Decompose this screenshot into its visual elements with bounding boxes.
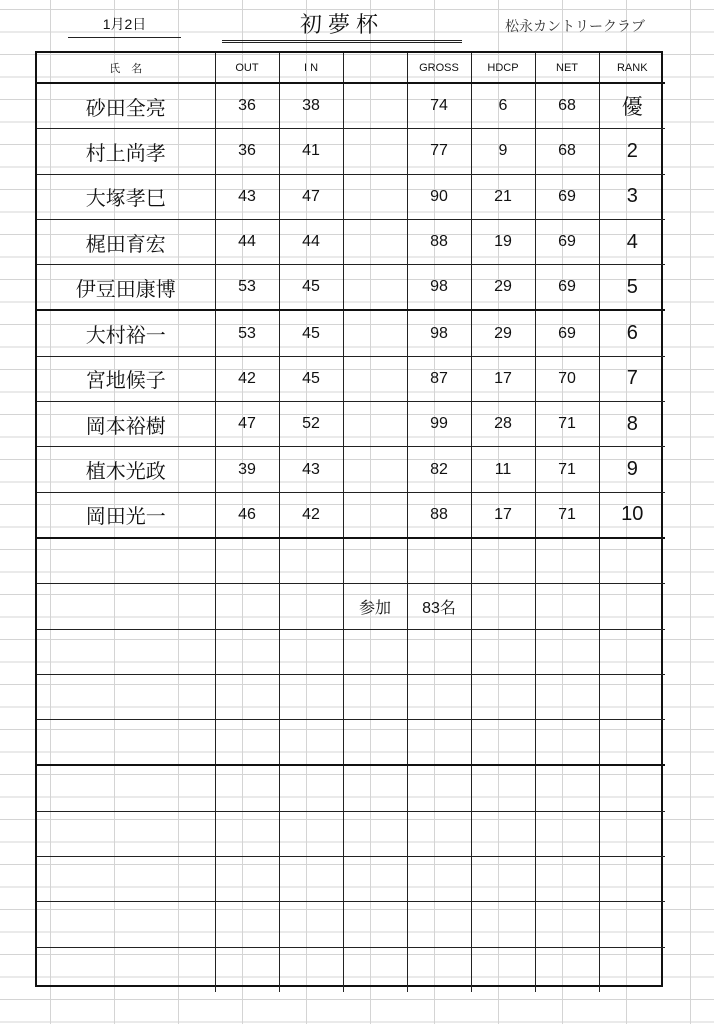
in-score: 45 bbox=[279, 356, 343, 401]
out-score: 36 bbox=[215, 83, 279, 129]
out-score bbox=[215, 584, 279, 629]
blank-cell bbox=[343, 265, 407, 311]
hdcp-value: 17 bbox=[471, 492, 535, 538]
rank-value: 6 bbox=[599, 310, 665, 356]
rank-value bbox=[599, 902, 665, 947]
net-score: 69 bbox=[535, 219, 599, 264]
net-score bbox=[535, 674, 599, 719]
player-name: 村上尚孝 bbox=[37, 129, 215, 174]
gross-score: 77 bbox=[407, 129, 471, 174]
out-score: 39 bbox=[215, 447, 279, 492]
hdcp-value: 17 bbox=[471, 356, 535, 401]
col-header-blank bbox=[343, 53, 407, 83]
blank-cell bbox=[343, 492, 407, 538]
rank-value: 2 bbox=[599, 129, 665, 174]
player-name: 宮地候子 bbox=[37, 356, 215, 401]
out-score: 46 bbox=[215, 492, 279, 538]
hdcp-value: 29 bbox=[471, 310, 535, 356]
col-header-gross: GROSS bbox=[407, 53, 471, 83]
rank-value bbox=[599, 538, 665, 584]
in-score: 45 bbox=[279, 265, 343, 311]
out-score bbox=[215, 538, 279, 584]
player-name bbox=[37, 720, 215, 766]
rank-value: 4 bbox=[599, 219, 665, 264]
player-name bbox=[37, 947, 215, 992]
net-score: 68 bbox=[535, 129, 599, 174]
rank-value bbox=[599, 584, 665, 629]
net-score: 69 bbox=[535, 310, 599, 356]
out-score: 36 bbox=[215, 129, 279, 174]
player-name: 大塚孝巳 bbox=[37, 174, 215, 219]
in-score bbox=[279, 811, 343, 856]
col-header-hdcp: HDCP bbox=[471, 53, 535, 83]
gross-score: 90 bbox=[407, 174, 471, 219]
blank-cell bbox=[343, 447, 407, 492]
gross-score bbox=[407, 947, 471, 992]
header-row bbox=[37, 53, 665, 83]
table-row bbox=[37, 356, 665, 401]
in-score: 43 bbox=[279, 447, 343, 492]
rank-value: 7 bbox=[599, 356, 665, 401]
hdcp-value bbox=[471, 584, 535, 629]
rank-value: 8 bbox=[599, 402, 665, 447]
hdcp-value bbox=[471, 720, 535, 766]
hdcp-value: 19 bbox=[471, 219, 535, 264]
empty-row bbox=[37, 674, 665, 719]
results-sheet bbox=[35, 51, 663, 987]
col-header-net: NET bbox=[535, 53, 599, 83]
empty-row bbox=[37, 765, 665, 811]
out-score bbox=[215, 629, 279, 674]
net-score bbox=[535, 720, 599, 766]
net-score bbox=[535, 584, 599, 629]
rank-value bbox=[599, 811, 665, 856]
empty-row bbox=[37, 538, 665, 584]
table-row bbox=[37, 129, 665, 174]
net-score: 69 bbox=[535, 174, 599, 219]
table-row bbox=[37, 310, 665, 356]
hdcp-value: 29 bbox=[471, 265, 535, 311]
gross-score: 74 bbox=[407, 83, 471, 129]
out-score bbox=[215, 811, 279, 856]
net-score: 71 bbox=[535, 447, 599, 492]
player-name bbox=[37, 811, 215, 856]
gross-score bbox=[407, 765, 471, 811]
rank-value: 5 bbox=[599, 265, 665, 311]
net-score: 69 bbox=[535, 265, 599, 311]
gross-score: 98 bbox=[407, 265, 471, 311]
gross-score bbox=[407, 902, 471, 947]
table-row bbox=[37, 265, 665, 311]
player-name: 大村裕一 bbox=[37, 310, 215, 356]
net-score: 70 bbox=[535, 356, 599, 401]
out-score bbox=[215, 902, 279, 947]
hdcp-value bbox=[471, 857, 535, 902]
out-score: 44 bbox=[215, 219, 279, 264]
net-score bbox=[535, 811, 599, 856]
gross-score bbox=[407, 720, 471, 766]
gross-score: 88 bbox=[407, 219, 471, 264]
player-name bbox=[37, 629, 215, 674]
net-score bbox=[535, 538, 599, 584]
blank-cell bbox=[343, 947, 407, 992]
hdcp-value: 9 bbox=[471, 129, 535, 174]
out-score: 43 bbox=[215, 174, 279, 219]
blank-cell bbox=[343, 83, 407, 129]
hdcp-value bbox=[471, 629, 535, 674]
hdcp-value bbox=[471, 765, 535, 811]
empty-row bbox=[37, 720, 665, 766]
hdcp-value bbox=[471, 902, 535, 947]
blank-cell bbox=[343, 219, 407, 264]
gross-score bbox=[407, 857, 471, 902]
out-score: 47 bbox=[215, 402, 279, 447]
table-row bbox=[37, 174, 665, 219]
rank-value: 3 bbox=[599, 174, 665, 219]
in-score: 47 bbox=[279, 174, 343, 219]
blank-cell bbox=[343, 902, 407, 947]
player-name: 岡田光一 bbox=[37, 492, 215, 538]
in-score bbox=[279, 765, 343, 811]
col-header-out: OUT bbox=[215, 53, 279, 83]
out-score: 53 bbox=[215, 310, 279, 356]
blank-cell bbox=[343, 629, 407, 674]
in-score: 52 bbox=[279, 402, 343, 447]
in-score: 45 bbox=[279, 310, 343, 356]
out-score: 42 bbox=[215, 356, 279, 401]
rank-value: 優 bbox=[599, 83, 665, 129]
table-row bbox=[37, 447, 665, 492]
player-name: 梶田育宏 bbox=[37, 219, 215, 264]
empty-row bbox=[37, 811, 665, 856]
rank-value bbox=[599, 765, 665, 811]
player-name: 伊豆田康博 bbox=[37, 265, 215, 311]
net-score bbox=[535, 947, 599, 992]
gross-score: 98 bbox=[407, 310, 471, 356]
in-score bbox=[279, 720, 343, 766]
in-score bbox=[279, 947, 343, 992]
out-score bbox=[215, 674, 279, 719]
net-score bbox=[535, 629, 599, 674]
in-score bbox=[279, 857, 343, 902]
player-name bbox=[37, 902, 215, 947]
out-score bbox=[215, 765, 279, 811]
in-score: 42 bbox=[279, 492, 343, 538]
player-name: 植木光政 bbox=[37, 447, 215, 492]
out-score bbox=[215, 720, 279, 766]
blank-cell bbox=[343, 310, 407, 356]
hdcp-value: 28 bbox=[471, 402, 535, 447]
table-row bbox=[37, 402, 665, 447]
empty-row bbox=[37, 629, 665, 674]
in-score: 41 bbox=[279, 129, 343, 174]
blank-cell bbox=[343, 674, 407, 719]
player-name: 岡本裕樹 bbox=[37, 402, 215, 447]
in-score: 38 bbox=[279, 83, 343, 129]
in-score bbox=[279, 629, 343, 674]
empty-row bbox=[37, 584, 665, 629]
table-row bbox=[37, 83, 665, 129]
gross-score: 88 bbox=[407, 492, 471, 538]
col-header-name: 氏 名 bbox=[37, 53, 215, 83]
gross-score bbox=[407, 674, 471, 719]
blank-cell bbox=[343, 811, 407, 856]
empty-row bbox=[37, 902, 665, 947]
hdcp-value bbox=[471, 947, 535, 992]
player-name bbox=[37, 584, 215, 629]
player-name: 砂田全亮 bbox=[37, 83, 215, 129]
in-score bbox=[279, 902, 343, 947]
hdcp-value: 11 bbox=[471, 447, 535, 492]
gross-score: 82 bbox=[407, 447, 471, 492]
hdcp-value: 6 bbox=[471, 83, 535, 129]
in-score bbox=[279, 584, 343, 629]
net-score bbox=[535, 857, 599, 902]
hdcp-value bbox=[471, 811, 535, 856]
participants-label: 参加 bbox=[343, 584, 407, 629]
in-score bbox=[279, 538, 343, 584]
rank-value bbox=[599, 629, 665, 674]
blank-cell bbox=[343, 129, 407, 174]
blank-cell bbox=[343, 857, 407, 902]
hdcp-value: 21 bbox=[471, 174, 535, 219]
blank-cell bbox=[343, 402, 407, 447]
out-score bbox=[215, 947, 279, 992]
gross-score bbox=[407, 811, 471, 856]
out-score: 53 bbox=[215, 265, 279, 311]
empty-row bbox=[37, 857, 665, 902]
participants-count: 83名 bbox=[407, 584, 471, 629]
gross-score bbox=[407, 538, 471, 584]
club-name: 松永カントリークラブ bbox=[505, 18, 645, 34]
blank-cell bbox=[343, 174, 407, 219]
in-score bbox=[279, 674, 343, 719]
player-name bbox=[37, 765, 215, 811]
rank-value bbox=[599, 857, 665, 902]
gross-score: 87 bbox=[407, 356, 471, 401]
blank-cell bbox=[343, 720, 407, 766]
net-score: 71 bbox=[535, 402, 599, 447]
net-score bbox=[535, 765, 599, 811]
blank-cell bbox=[343, 765, 407, 811]
gross-score bbox=[407, 629, 471, 674]
rank-value bbox=[599, 947, 665, 992]
results-table bbox=[37, 53, 665, 992]
in-score: 44 bbox=[279, 219, 343, 264]
blank-cell bbox=[343, 538, 407, 584]
rank-value: 9 bbox=[599, 447, 665, 492]
net-score: 68 bbox=[535, 83, 599, 129]
hdcp-value bbox=[471, 538, 535, 584]
col-header-rank: RANK bbox=[599, 53, 665, 83]
rank-value bbox=[599, 720, 665, 766]
tournament-title: 初夢杯 bbox=[222, 8, 462, 43]
player-name bbox=[37, 857, 215, 902]
net-score: 71 bbox=[535, 492, 599, 538]
player-name bbox=[37, 674, 215, 719]
hdcp-value bbox=[471, 674, 535, 719]
col-header-in: I N bbox=[279, 53, 343, 83]
out-score bbox=[215, 857, 279, 902]
rank-value: 10 bbox=[599, 492, 665, 538]
blank-cell bbox=[343, 356, 407, 401]
table-row bbox=[37, 492, 665, 538]
gross-score: 99 bbox=[407, 402, 471, 447]
rank-value bbox=[599, 674, 665, 719]
net-score bbox=[535, 902, 599, 947]
table-row bbox=[37, 219, 665, 264]
date-label: 1月2日 bbox=[68, 14, 181, 38]
empty-row bbox=[37, 947, 665, 992]
player-name bbox=[37, 538, 215, 584]
